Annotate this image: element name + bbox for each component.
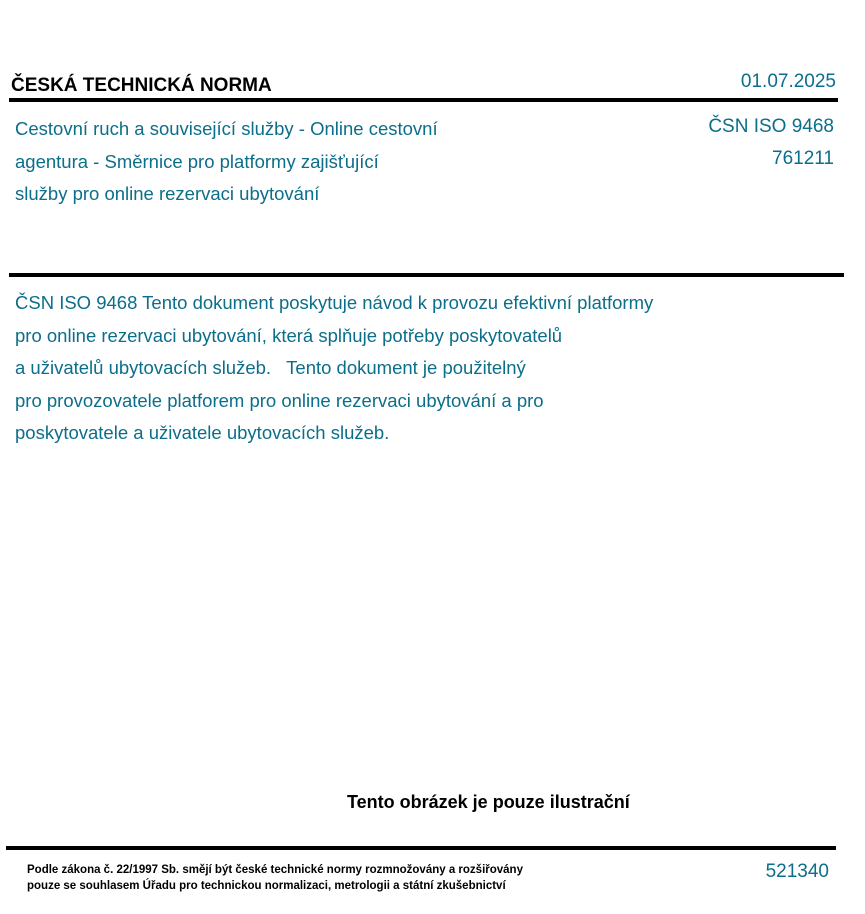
- abstract-line: a uživatelů ubytovacích služeb. Tento dokument je použitelný: [15, 357, 526, 378]
- abstract-text: [15, 287, 815, 450]
- abstract-line: ČSN ISO 9468 Tento dokument poskytuje návod k provozu efektivní platformy: [15, 292, 654, 313]
- standard-title: [15, 113, 515, 211]
- abstract-line: poskytovatele a uživatele ubytovacích služeb.: [15, 422, 390, 443]
- standard-title-line: agentura - Směrnice pro platformy zajišťující: [15, 150, 379, 172]
- abstract-line: pro provozovatele platforem pro online rezervaci ubytování a pro: [15, 389, 544, 411]
- illustration-disclaimer: Tento obrázek je pouze ilustrační: [347, 792, 630, 812]
- standard-title-line: služby pro online rezervaci ubytování: [15, 183, 320, 204]
- standard-title-line: Cestovní ruch a související služby - Online cestovní: [15, 118, 438, 139]
- order-number: 521340: [765, 861, 829, 882]
- section-divider: [9, 273, 844, 277]
- abstract-line: pro online rezervaci ubytování, která splňuje potřeby poskytovatelů: [15, 324, 563, 346]
- legal-notice-line: pouze se souhlasem Úřadu pro technickou normalizaci, metrologii a státní zkušebnictví: [27, 879, 506, 892]
- footer-divider: [6, 846, 836, 850]
- legal-notice: [27, 863, 523, 894]
- publication-date: 01.07.2025: [740, 71, 836, 92]
- header-divider: [9, 98, 838, 102]
- legal-notice-line: Podle zákona č. 22/1997 Sb. smějí být české technické normy rozmnožovány a rozšiřovány: [27, 864, 523, 876]
- classification-code: 761211: [772, 148, 834, 169]
- document-type-heading: ČESKÁ TECHNICKÁ NORMA: [11, 75, 272, 96]
- standard-number: ČSN ISO 9468: [708, 116, 834, 137]
